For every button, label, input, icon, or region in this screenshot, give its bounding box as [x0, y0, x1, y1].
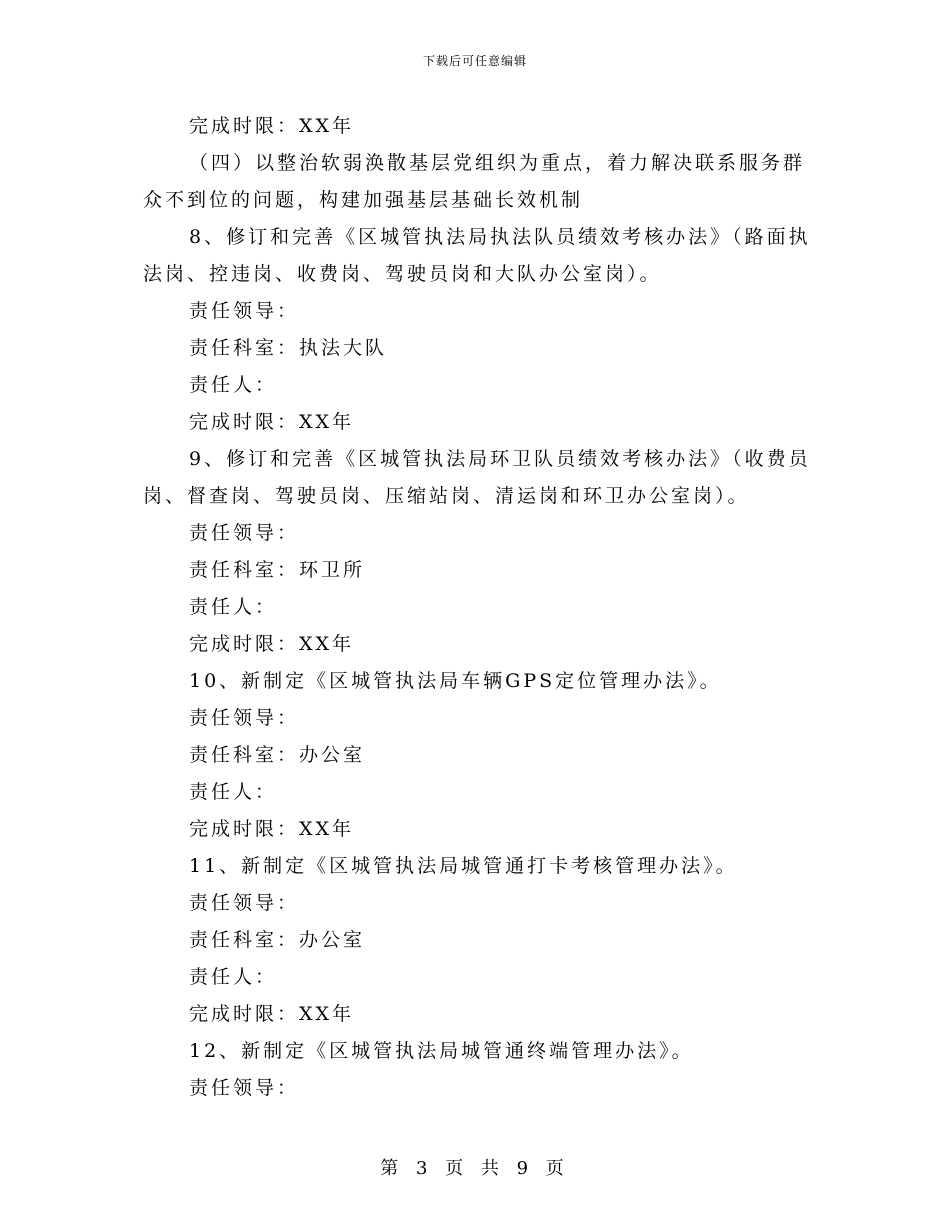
page-header: 下载后可任意编辑	[422, 54, 527, 68]
text-line: 完成时限：XX年	[189, 115, 355, 137]
section-heading-cont: 众不到位的问题，构建加强基层基础长效机制	[143, 189, 584, 211]
text-line: 责任科室：办公室	[189, 929, 366, 951]
text-line: 完成时限：XX年	[189, 1003, 355, 1025]
text-line: 责任领导：	[189, 707, 300, 729]
item-8-title-cont: 法岗、控违岗、收费岗、驾驶员岗和大队办公室岗）。	[143, 263, 662, 285]
text-line: 责任领导：	[189, 1077, 300, 1099]
section-heading: （四）以整治软弱涣散基层党组织为重点，着力解决联系服务群	[189, 152, 806, 174]
item-12-title: 12、新制定《区城管执法局城管通终端管理办法》。	[189, 1040, 694, 1062]
text-line: 完成时限：XX年	[189, 818, 355, 840]
text-line: 责任人：	[189, 374, 278, 396]
text-line: 责任科室：执法大队	[189, 337, 388, 359]
text-line: 责任人：	[189, 781, 278, 803]
text-line: 责任领导：	[189, 522, 300, 544]
item-9-title: 9、修订和完善《区城管执法局环卫队员绩效考核办法》（收费员	[189, 448, 811, 470]
item-9-title-cont: 岗、督查岗、驾驶员岗、压缩站岗、清运岗和环卫办公室岗）。	[143, 485, 750, 507]
text-line: 责任领导：	[189, 300, 300, 322]
text-line: 责任领导：	[189, 892, 300, 914]
text-line: 责任科室：环卫所	[189, 559, 366, 581]
text-line: 完成时限：XX年	[189, 633, 355, 655]
item-10-title: 10、新制定《区城管执法局车辆GPS定位管理办法》。	[189, 670, 722, 692]
item-11-title: 11、新制定《区城管执法局城管通打卡考核管理办法》。	[189, 855, 738, 877]
text-line: 责任人：	[189, 596, 278, 618]
text-line: 责任科室：办公室	[189, 744, 366, 766]
text-line: 责任人：	[189, 966, 278, 988]
page-number-footer: 第 3 页 共 9 页	[380, 1158, 570, 1179]
text-line: 完成时限：XX年	[189, 411, 355, 433]
item-8-title: 8、修订和完善《区城管执法局执法队员绩效考核办法》（路面执	[189, 226, 811, 248]
